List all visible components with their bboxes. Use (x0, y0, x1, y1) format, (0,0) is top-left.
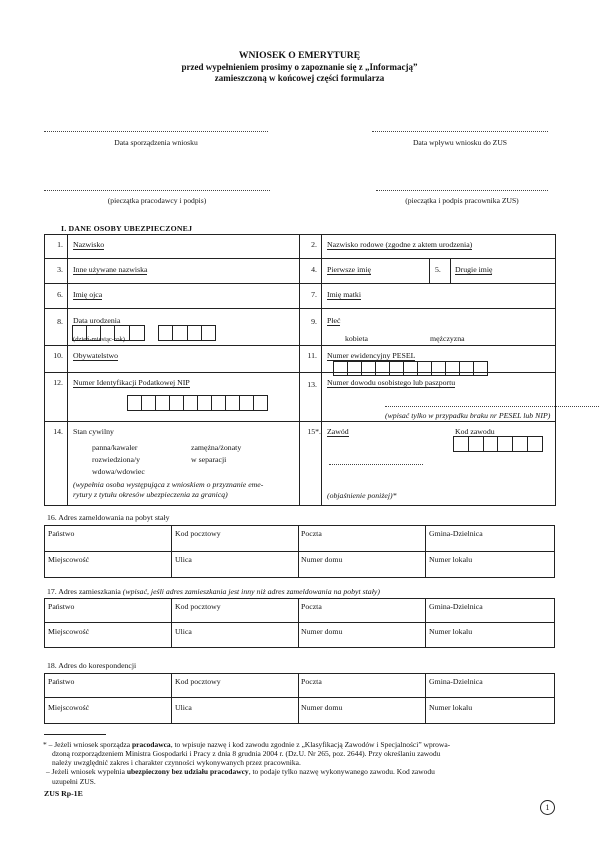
footnote: * – Jeżeli wniosek sporządza pracodawca, to wpisuje nazwę i kod zawodu zgodnie z „Klasyfikacją Zawodów i Specjalności” wprowa- dzoną rozporządzeniem Ministra Gospodarki i Pracy z dnia 8 grudnia 2004 r. (Dz.U. Nr 265, poz. 2644). Przy określaniu zawodu należy uwzględnić zakres i charakter czynności wykonywanych przez pracownika. – Jeżeli wniosek wypełnia ubezpieczony bez udziału pracodawcy, to podaje tylko nazwę wykonywanego zawodu. Kod zawodu uzupełni ZUS. (43, 740, 451, 786)
form-title: WNIOSEK O EMERYTURĘ (238, 50, 361, 61)
marital-widowed-option[interactable]: wdowa/wdowiec (92, 467, 145, 476)
sex-female-option[interactable]: kobieta (345, 334, 368, 343)
country-label: Państwo (48, 602, 75, 611)
street-label: Ulica (175, 555, 192, 564)
surname-label: Nazwisko (73, 240, 105, 249)
house-number-label: Numer domu (301, 555, 343, 564)
first-name-label: Pierwsze imię (327, 265, 371, 274)
field-10-number: 10. (53, 351, 63, 360)
commune-label: Gmina-Dzielnica (429, 529, 483, 538)
date-prep-line[interactable] (44, 131, 268, 132)
birth-year-input[interactable] (158, 325, 216, 341)
id-document-label: Numer dowodu osobistego lub paszportu (327, 378, 456, 387)
postal-code-label: Kod pocztowy (175, 602, 221, 611)
marital-single-option[interactable]: panna/kawaler (92, 443, 138, 452)
post-office-label: Poczta (301, 602, 322, 611)
personal-data-table (44, 234, 556, 506)
city-label: Miejscowość (48, 703, 90, 712)
address-17-title: 17. Adres zamieszkania (wpisać, jeśli adres zamieszkania jest inny niż adres zameldowania na pobyt stały) (47, 587, 380, 596)
field-15-number: 15*. (307, 427, 321, 436)
birth-date-format: (dzień-miesiąc-rok) (73, 336, 125, 343)
date-recv-label: Data wpływu wniosku do ZUS (412, 138, 508, 147)
pesel-label: Numer ewidencyjny PESEL (327, 351, 416, 360)
nip-label: Numer Identyfikacji Podatkowej NIP (73, 378, 190, 387)
occupation-label: Zawód (327, 427, 349, 436)
field-4-number: 4. (311, 265, 317, 274)
field-1-number: 1. (57, 240, 63, 249)
country-label: Państwo (48, 529, 75, 538)
field-3-number: 3. (57, 265, 63, 274)
date-recv-line[interactable] (372, 131, 548, 132)
employer-stamp-line[interactable] (44, 190, 270, 191)
commune-label: Gmina-Dzielnica (429, 602, 483, 611)
date-prep-label: Data sporządzenia wniosku (114, 138, 198, 147)
city-label: Miejscowość (48, 555, 90, 564)
field-12-number: 12. (53, 378, 63, 387)
address-17-table (44, 598, 555, 648)
field-7-number: 7. (311, 290, 317, 299)
nip-input[interactable] (127, 395, 268, 411)
marital-married-option[interactable]: zamężna/żonaty (191, 443, 242, 452)
flat-number-label: Numer lokalu (429, 703, 473, 712)
postal-code-label: Kod pocztowy (175, 529, 221, 538)
occupation-line[interactable] (329, 464, 423, 465)
section-title: I. DANE OSOBY UBEZPIECZONEJ (61, 224, 193, 233)
post-office-label: Poczta (301, 529, 322, 538)
field-9-number: 9. (311, 317, 317, 326)
sex-male-option[interactable]: mężczyzna (430, 334, 465, 343)
field-14-number: 14. (53, 427, 63, 436)
house-number-label: Numer domu (301, 627, 343, 636)
form-subtitle-2: zamieszczoną w końcowej części formularza (214, 73, 385, 83)
occupation-code-input[interactable] (453, 436, 543, 452)
occupation-code-label: Kod zawodu (455, 427, 495, 436)
mother-name-label: Imię matki (327, 290, 361, 299)
form-code: ZUS Rp-1E (44, 789, 83, 798)
field-8-number: 8. (57, 317, 63, 326)
marital-separated-option[interactable]: w separacji (191, 455, 227, 464)
father-name-label: Imię ojca (73, 290, 103, 299)
field-11-number: 11. (307, 351, 317, 360)
marital-divorced-option[interactable]: rozwiedziona/y (92, 455, 141, 464)
id-document-line[interactable] (385, 406, 599, 407)
footnote-rule (44, 734, 106, 735)
address-18-table (44, 673, 555, 724)
id-document-note: (wpisać tylko w przypadku braku nr PESEL lub NIP) (385, 411, 551, 420)
zus-stamp-line[interactable] (376, 190, 548, 191)
address-16-title: 16. Adres zameldowania na pobyt stały (47, 513, 170, 522)
zus-stamp-label: (pieczątka i podpis pracownika ZUS) (405, 196, 519, 205)
marital-status-label: Stan cywilny (73, 427, 114, 436)
house-number-label: Numer domu (301, 703, 343, 712)
address-16-table (44, 525, 555, 578)
flat-number-label: Numer lokalu (429, 555, 473, 564)
second-name-label: Drugie imię (455, 265, 493, 274)
address-18-title: 18. Adres do korespondencji (47, 661, 137, 670)
country-label: Państwo (48, 677, 75, 686)
birth-date-label: Data urodzenia (73, 316, 121, 325)
birth-surname-label: Nazwisko rodowe (zgodne z aktem urodzenia) (327, 240, 473, 249)
postal-code-label: Kod pocztowy (175, 677, 221, 686)
form-subtitle: przed wypełnieniem prosimy o zapoznanie się z „Informacją” (181, 62, 418, 72)
pesel-input[interactable] (333, 361, 488, 376)
street-label: Ulica (175, 703, 192, 712)
commune-label: Gmina-Dzielnica (429, 677, 483, 686)
other-surnames-label: Inne używane nazwiska (73, 265, 148, 274)
page-number: 1 (540, 800, 555, 815)
post-office-label: Poczta (301, 677, 322, 686)
city-label: Miejscowość (48, 627, 90, 636)
field-13-number: 13. (307, 380, 317, 389)
sex-label: Płeć (327, 316, 341, 325)
occupation-note: (objaśnienie poniżej)* (327, 491, 397, 500)
field-6-number: 6. (57, 290, 63, 299)
field-2-number: 2. (311, 240, 317, 249)
marital-note-2: rytury z tytułu okresów ubezpieczenia za granicą) (73, 490, 228, 499)
flat-number-label: Numer lokalu (429, 627, 473, 636)
citizenship-label: Obywatelstwo (73, 351, 119, 360)
marital-note-1: (wypełnia osoba występująca z wnioskiem o przyznanie eme- (73, 480, 264, 489)
employer-stamp-label: (pieczątka pracodawcy i podpis) (107, 196, 207, 205)
field-5-number: 5. (435, 265, 441, 274)
street-label: Ulica (175, 627, 192, 636)
